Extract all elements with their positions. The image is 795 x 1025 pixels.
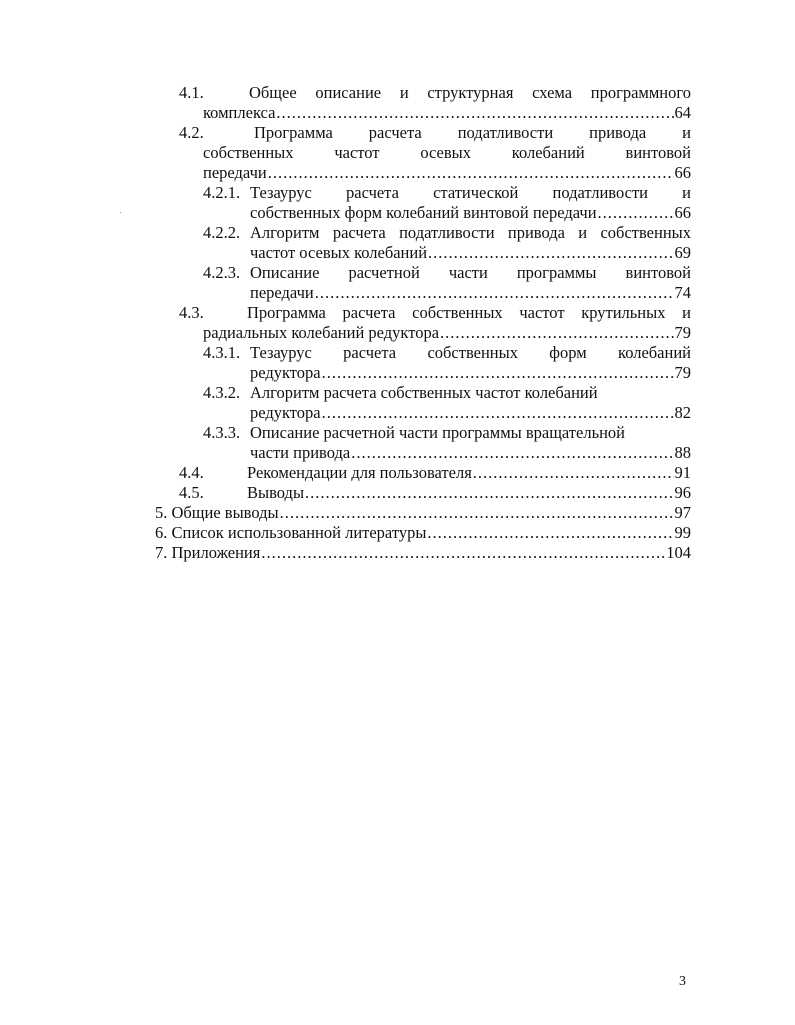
toc-entry-title-cont: передачи <box>250 283 314 302</box>
dot-leader <box>322 363 674 383</box>
toc-entry-title: Описание расчетной части программы винтовой <box>250 263 691 282</box>
toc-entry-title-cont: радиальных колебаний редуктора <box>203 323 440 342</box>
toc-number: 4.3.1. <box>203 343 241 362</box>
dot-leader <box>428 243 673 263</box>
toc-page-number: 79 <box>674 323 691 342</box>
toc-entry-title: 5. Общие выводы <box>155 503 279 522</box>
toc-entry-title: Тезаурус расчета собственных форм колебаний <box>250 343 691 362</box>
toc-page-number: 69 <box>674 243 691 262</box>
toc-page-number: 97 <box>674 503 691 522</box>
toc-number: 4.2.2. <box>203 223 241 242</box>
toc-page-number: 64 <box>674 103 691 122</box>
toc-number: 4.3.3. <box>203 423 241 442</box>
toc-page-number: 91 <box>674 463 691 482</box>
dot-leader <box>440 323 673 343</box>
toc-entry-title-cont: собственных форм колебаний винтовой передачи <box>250 203 597 222</box>
toc-entry-title-cont: части привода <box>250 443 351 462</box>
toc-entry-6[interactable] <box>155 523 691 543</box>
toc-entry-title: Программа расчета податливости привода и <box>254 123 691 142</box>
toc-entry-title-cont: комплекса <box>203 103 276 122</box>
dot-leader <box>427 523 673 543</box>
toc-number: 4.2. <box>179 123 204 142</box>
dot-leader <box>280 503 674 523</box>
toc-entry-title: 7. Приложения <box>155 543 261 562</box>
dot-leader <box>315 283 674 303</box>
toc-page-number: 66 <box>674 203 691 222</box>
toc-number: 4.3.2. <box>203 383 241 402</box>
toc-entry-5[interactable] <box>155 503 691 523</box>
toc-page-number: 79 <box>674 363 691 382</box>
dot-leader <box>322 403 674 423</box>
toc-entry-title: Программа расчета собственных частот крутильных и <box>247 303 691 322</box>
dot-leader <box>268 163 674 183</box>
dot-leader <box>473 463 674 483</box>
toc-number: 4.1. <box>179 83 204 102</box>
toc-page-number: 88 <box>674 443 691 462</box>
scan-speck <box>120 212 121 213</box>
toc-entry-title-cont: частот осевых колебаний <box>250 243 428 262</box>
toc-page-number: 74 <box>674 283 691 302</box>
toc-entry-title: Общее описание и структурная схема программного <box>249 83 691 102</box>
toc-entry-title-cont: передачи <box>203 163 267 182</box>
toc-entry-title: Алгоритм расчета податливости привода и собственных <box>250 223 691 242</box>
toc-page-number: 104 <box>666 543 691 562</box>
page-number: 3 <box>679 974 686 989</box>
toc-entry-title: Алгоритм расчета собственных частот колебаний <box>250 383 598 402</box>
dot-leader <box>351 443 673 463</box>
toc-entry-7[interactable] <box>155 543 691 563</box>
toc-entry-title-cont: собственных частот осевых колебаний винтовой <box>203 143 691 162</box>
toc-number: 4.2.3. <box>203 263 241 282</box>
toc-page-number: 66 <box>674 163 691 182</box>
toc-page-number: 82 <box>674 403 691 422</box>
dot-leader <box>261 543 665 563</box>
toc-entry-title-cont: редуктора <box>250 403 321 422</box>
dot-leader <box>305 483 673 503</box>
toc-number: 4.3. <box>179 303 204 322</box>
toc-number: 4.2.1. <box>203 183 241 202</box>
dot-leader <box>276 103 673 123</box>
toc-page-number: 99 <box>674 523 691 542</box>
toc-entry-title: Описание расчетной части программы вращательной <box>250 423 626 442</box>
toc-entry-title: Тезаурус расчета статической податливости и <box>250 183 691 202</box>
dot-leader <box>598 203 674 223</box>
toc-number: 4.4. <box>179 463 204 482</box>
toc-entry-title: Выводы <box>247 483 305 502</box>
toc-page-number: 96 <box>674 483 691 502</box>
toc-entry-title-cont: редуктора <box>250 363 321 382</box>
toc-entry-title: Рекомендации для пользователя <box>247 463 472 482</box>
toc-number: 4.5. <box>179 483 204 502</box>
toc-entry-title: 6. Список использованной литературы <box>155 523 427 542</box>
